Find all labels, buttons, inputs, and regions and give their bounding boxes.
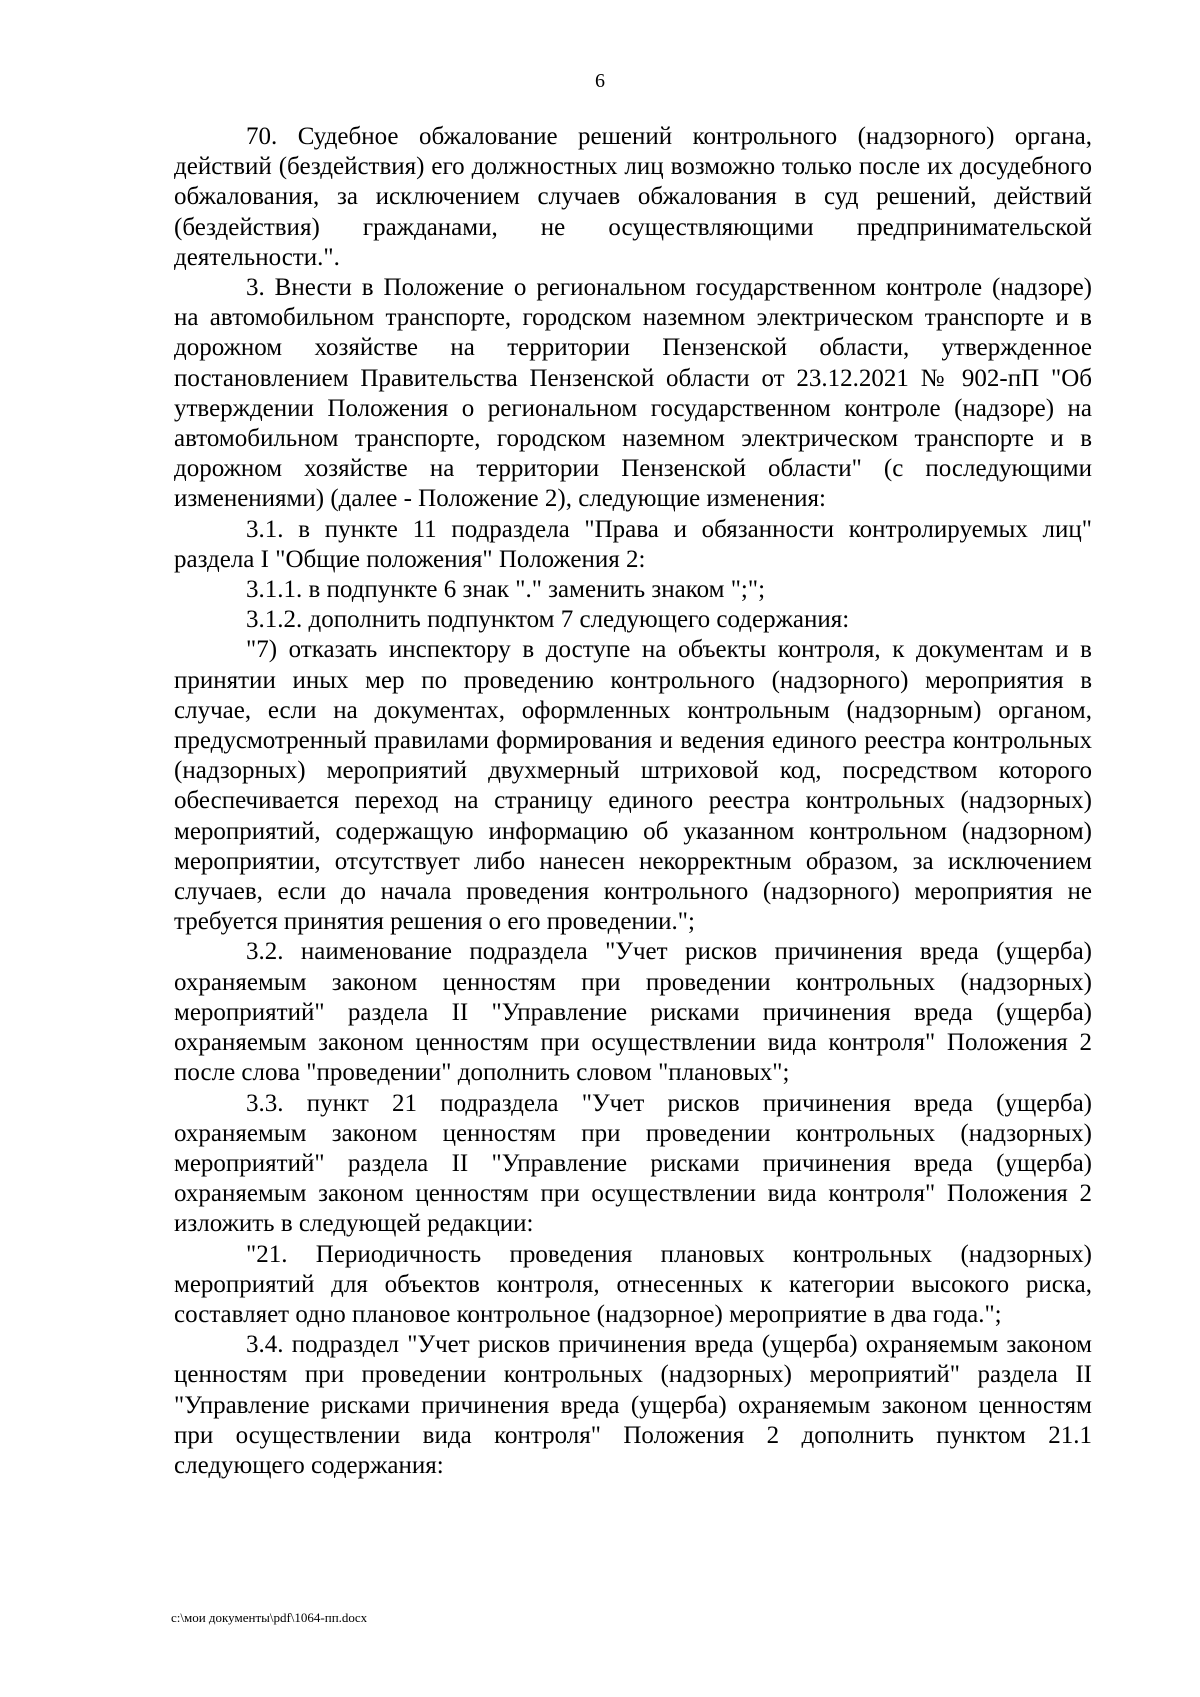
paragraph-item-21: "21. Периодичность проведения плановых контрольных (надзорных) мероприятий для объектов контроля, отнесенных к категории высокого риска, составляет одно плановое контрольное (надзорное) мероприятие в два года."; — [174, 1240, 1092, 1328]
paragraph-3-1-2: 3.1.2. дополнить подпунктом 7 следующего содержания: — [246, 606, 850, 634]
paragraph-3-1: 3.1. в пункте 11 подраздела "Права и обязанности контролируемых лиц" раздела I "Общие положения" Положения 2: — [174, 515, 1092, 573]
paragraph-3: 3. Внести в Положение о региональном государственном контроле (надзоре) на автомобильном транспорте, городском наземном электрическом транспорте и в дорожном хозяйстве на территории Пензенской области, утвержденное постановлением Правительства Пензенской области от 23.12.2021 № 902-пП "Об утверждении Положения о региональном государственном контроле (надзоре) на автомобильном транспорте, городском наземном электрическом транспорте и в дорожном хозяйстве на территории Пензенской области" (с последующими изменениями) (далее - Положение 2), следующие изменения: — [174, 274, 1092, 513]
paragraph-3-4: 3.4. подраздел "Учет рисков причинения вреда (ущерба) охраняемым законом ценностям при проведении контрольных (надзорных) мероприятий" раздела II "Управление рисками причинения вреда (ущерба) охраняемым законом ценностям при осуществлении вида контроля" Положения 2 дополнить пунктом 21.1 следующего содержания: — [174, 1331, 1092, 1479]
document-body — [174, 122, 1092, 1481]
paragraph-subitem-7: "7) отказать инспектору в доступе на объекты контроля, к документам и в принятии иных мер по проведению контрольного (надзорного) мероприятия в случае, если на документах, оформленных контрольным (надзорным) органом, предусмотренный правилами формирования и ведения единого реестра контрольных (надзорных) мероприятий двухмерный штриховой код, посредством которого обеспечивается переход на страницу единого реестра контрольных (надзорных) мероприятий, содержащую информацию об указанном контрольном (надзорном) мероприятии, отсутствует либо нанесен некорректным образом, за исключением случаев, если до начала проведения контрольного (надзорного) мероприятия не требуется принятия решения о его проведении."; — [174, 636, 1092, 936]
paragraph-3-2: 3.2. наименование подраздела "Учет рисков причинения вреда (ущерба) охраняемым законом ценностям при проведении контрольных (надзорных) мероприятий" раздела II "Управление рисками причинения вреда (ущерба) охраняемым законом ценностям при осуществлении вида контроля" Положения 2 после слова "проведении" дополнить словом "плановых"; — [174, 938, 1092, 1087]
footer-file-path: c:\мои документы\pdf\1064-пп.docx — [171, 1610, 368, 1625]
paragraph-70: 70. Судебное обжалование решений контрольного (надзорного) органа, действий (бездействия) его должностных лиц возможно только после их досудебного обжалования, за исключением случаев обжалования в суд решений, действий (бездействия) гражданами, не осуществляющими предпринимательской деятельности.". — [174, 123, 1092, 271]
paragraph-3-3: 3.3. пункт 21 подраздела "Учет рисков причинения вреда (ущерба) охраняемым законом ценностям при проведении контрольных (надзорных) мероприятий" раздела II "Управление рисками причинения вреда (ущерба) охраняемым законом ценностям при осуществлении вида контроля" Положения 2 изложить в следующей редакции: — [174, 1089, 1092, 1238]
page-number: 6 — [595, 70, 605, 92]
paragraph-3-1-1: 3.1.1. в подпункте 6 знак "." заменить знаком ";"; — [246, 576, 766, 604]
